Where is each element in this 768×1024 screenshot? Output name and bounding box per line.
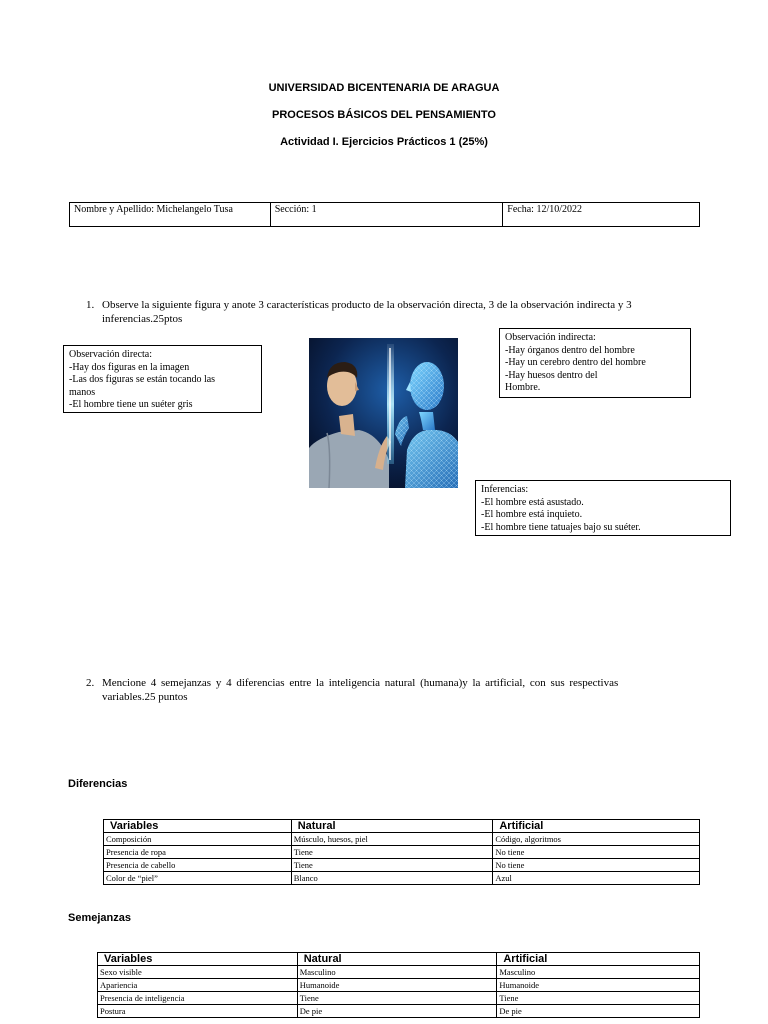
indirect-observation-line: -Hay un cerebro dentro del hombre: [505, 357, 646, 368]
table-cell: Presencia de ropa: [104, 846, 292, 859]
table-cell: Código, algoritmos: [493, 833, 700, 846]
indirect-observation-line: Observación indirecta:: [505, 332, 596, 343]
inference-line: -El hombre está inquieto.: [481, 509, 583, 520]
table-cell: Color de “piel”: [104, 872, 292, 885]
man-and-digital-human-illustration: [309, 338, 458, 488]
similarities-title: Semejanzas: [68, 912, 131, 924]
question-1-line-1: Observe la siguiente figura y anote 3 características producto de la observación directa, 3 de la observación indirecta y 3: [102, 299, 632, 311]
table-row: [98, 979, 700, 992]
column-header: Artificial: [497, 953, 700, 966]
table-cell: No tiene: [493, 846, 700, 859]
table-cell: Humanoide: [497, 979, 700, 992]
table-row: [98, 966, 700, 979]
activity-title: Actividad I. Ejercicios Prácticos 1 (25%): [280, 136, 488, 148]
section: Sección: 1: [270, 203, 503, 227]
table-header-row: [104, 820, 700, 833]
inference-line: -El hombre tiene tatuajes bajo su suéter.: [481, 521, 641, 533]
table-row: [98, 992, 700, 1005]
table-row: [98, 1005, 700, 1018]
table-cell: Presencia de inteligencia: [98, 992, 298, 1005]
table-row: [104, 859, 700, 872]
student-info-table: [69, 202, 700, 227]
direct-observation-line: -Hay dos figuras en la imagen: [69, 361, 190, 373]
table-cell: Azul: [493, 872, 700, 885]
table-cell: Tiene: [497, 992, 700, 1005]
table-row: [104, 872, 700, 885]
question-1-line-2: inferencias.25ptos: [102, 313, 183, 325]
direct-observation-box: [63, 345, 262, 413]
indirect-observation-line: -Hay órganos dentro del hombre: [505, 344, 635, 356]
direct-observation-line: manos: [69, 386, 96, 398]
table-row: [104, 846, 700, 859]
table-cell: Blanco: [291, 872, 493, 885]
date: Fecha: 12/10/2022: [503, 203, 700, 227]
question-2-line-1: Mencione 4 semejanzas y 4 diferencias entre la inteligencia natural (humana)y la artificial, con sus respectivas: [102, 677, 619, 689]
table-header-row: [98, 953, 700, 966]
table-cell: Presencia de cabello: [104, 859, 292, 872]
man-and-digital-human-image: [309, 338, 458, 488]
table-cell: Masculino: [297, 966, 497, 979]
table-cell: Masculino: [497, 966, 700, 979]
table-cell: Apariencia: [98, 979, 298, 992]
column-header: Variables: [98, 953, 298, 966]
column-header: Artificial: [493, 820, 700, 833]
differences-title: Diferencias: [68, 778, 128, 790]
question-1: [86, 298, 686, 328]
table-cell: De pie: [497, 1005, 700, 1018]
table-cell: Postura: [98, 1005, 298, 1018]
indirect-observation-box: [499, 328, 691, 398]
table-row: [104, 833, 700, 846]
table-cell: Tiene: [291, 846, 493, 859]
direct-observation-line: -Las dos figuras se están tocando las: [69, 374, 216, 385]
table-cell: Tiene: [297, 992, 497, 1005]
question-2-number: 2.: [86, 677, 95, 689]
direct-observation-line: Observación directa:: [69, 349, 153, 360]
table-cell: Tiene: [291, 859, 493, 872]
question-2-line-2: variables.25 puntos: [102, 691, 188, 703]
column-header: Variables: [104, 820, 292, 833]
column-header: Natural: [297, 953, 497, 966]
similarities-table: [97, 952, 700, 1018]
question-1-number: 1.: [86, 299, 95, 311]
table-cell: Músculo, huesos, piel: [291, 833, 493, 846]
inferences-box: [475, 480, 731, 536]
table-cell: De pie: [297, 1005, 497, 1018]
table-cell: Sexo visible: [98, 966, 298, 979]
university-title: UNIVERSIDAD BICENTENARIA DE ARAGUA: [268, 82, 500, 94]
table-cell: Composición: [104, 833, 292, 846]
column-header: Natural: [291, 820, 493, 833]
question-2: [86, 676, 646, 706]
student-name: Nombre y Apellido: Michelangelo Tusa: [70, 203, 271, 227]
course-title: PROCESOS BÁSICOS DEL PENSAMIENTO: [272, 109, 496, 121]
direct-observation-line: -El hombre tiene un suéter gris: [69, 399, 193, 410]
table-cell: No tiene: [493, 859, 700, 872]
differences-table: [103, 819, 700, 885]
indirect-observation-line: -Hay huesos dentro del: [505, 369, 598, 381]
indirect-observation-line: Hombre.: [505, 382, 541, 393]
inference-line: -El hombre está asustado.: [481, 496, 584, 508]
table-cell: Humanoide: [297, 979, 497, 992]
inference-line: Inferencias:: [481, 484, 529, 495]
